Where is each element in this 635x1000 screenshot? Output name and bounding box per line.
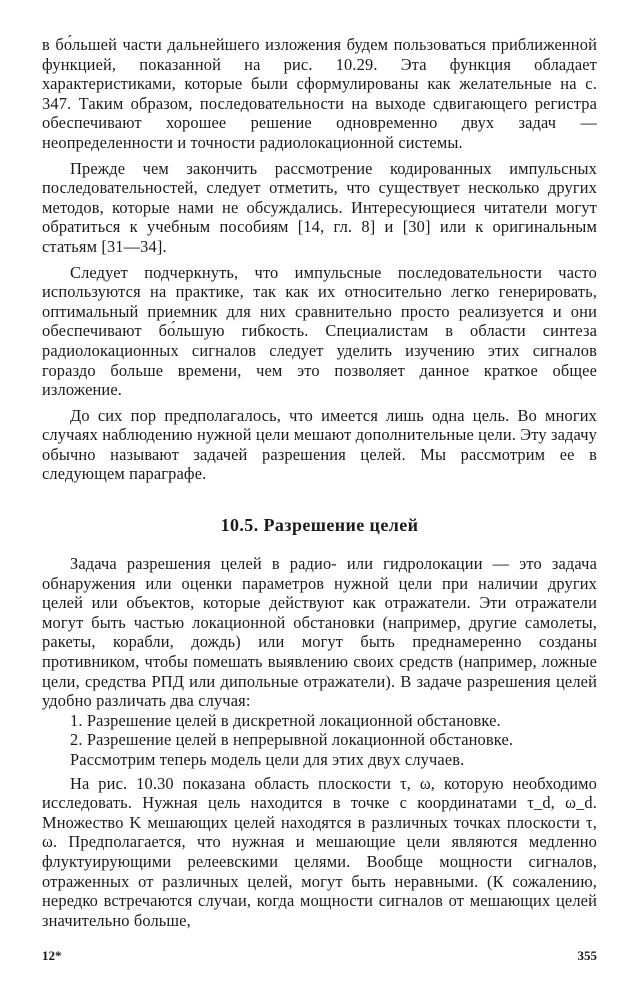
text-column <box>42 35 597 930</box>
page-number: 355 <box>577 948 597 963</box>
paragraph-coded-sequences: Прежде чем закончить рассмотрение кодированных импульсных последовательностей, следует отметить, что существует несколько других методов, которые нами не обсуждались. Интересующиеся читатели могут обратиться к учебным пособиям [14, гл. 8] и [30] или к оригинальным статьям [31—34]. <box>42 158 597 256</box>
list-item: 1. Разрешение целей в дискретной локационной обстановке. <box>70 710 501 730</box>
paragraph-model-intro: Рассмотрим теперь модель цели для этих двух случаев. <box>70 750 465 769</box>
paragraph-continuation: в бо́льшей части дальнейшего изложения будем пользоваться приближенной функцией, показанной на рис. 10.29. Эта функция обладает характеристиками, которые были сформулированы как желательные на с. 347. Таким образом, последовательности на выходе сдвигающего регистра обеспечивают хорошее решение одновременно двух задач — неопределенности и точности радиолокационной системы. <box>42 35 597 152</box>
page-footer <box>42 948 597 964</box>
paragraph-resolution-intro: Задача разрешения целей в радио- или гидролокации — это задача обнаружения или оценки параметров нужной цели при наличии других целей или объектов, которые действуют как отражатели. Эти отражатели могут быть частью локационной обстановки (например, другие самолеты, ракеты, корабли, дождь) или могут быть преднамеренно созданы противником, чтобы помешать выявлению своих средств (например, ложные цели, средства РПД или дипольные отражатели). В задаче разрешения целей удобно различать два случая: <box>42 554 597 711</box>
paragraph-pulse-sequences: Следует подчеркнуть, что импульсные последовательности часто используются на практике, так как их относительно легко генерировать, оптимальный приемник для них сравнительно просто реализуется и они обеспечивают бо́льшую гибкость. Специалистам в области синтеза радиолокационных сигналов следует уделить изучению этих сигналов гораздо больше времени, чем это позволяет данное краткое общее изложение. <box>42 262 597 400</box>
list-item: 2. Разрешение целей в непрерывной локационной обстановке. <box>70 730 514 750</box>
signature-mark: 12* <box>42 948 62 963</box>
section-heading: 10.5. Разрешение целей <box>220 515 419 536</box>
paragraph-single-target: До сих пор предполагалось, что имеется лишь одна цель. Во многих случаях наблюдению нужной цели мешают дополнительные цели. Эту задачу обычно называют задачей разрешения целей. Мы рассмотрим ее в следующем параграфе. <box>42 405 597 484</box>
paragraph-figure-description: На рис. 10.30 показана область плоскости τ, ω, которую необходимо исследовать. Нужная цель находится в точке с координатами τ_d, ω_d. Множество K мешающих целей находятся в различных точках плоскости τ, ω. Предполагается, что нужная и мешающие цели являются медленно флуктуирующими релеевскими целями. Вообще мощности сигналов, отраженных от различных целей, могут быть неравными. (К сожалению, нередко встречаются случаи, когда мощности сигналов от мешающих целей значительно больше, <box>42 773 597 930</box>
